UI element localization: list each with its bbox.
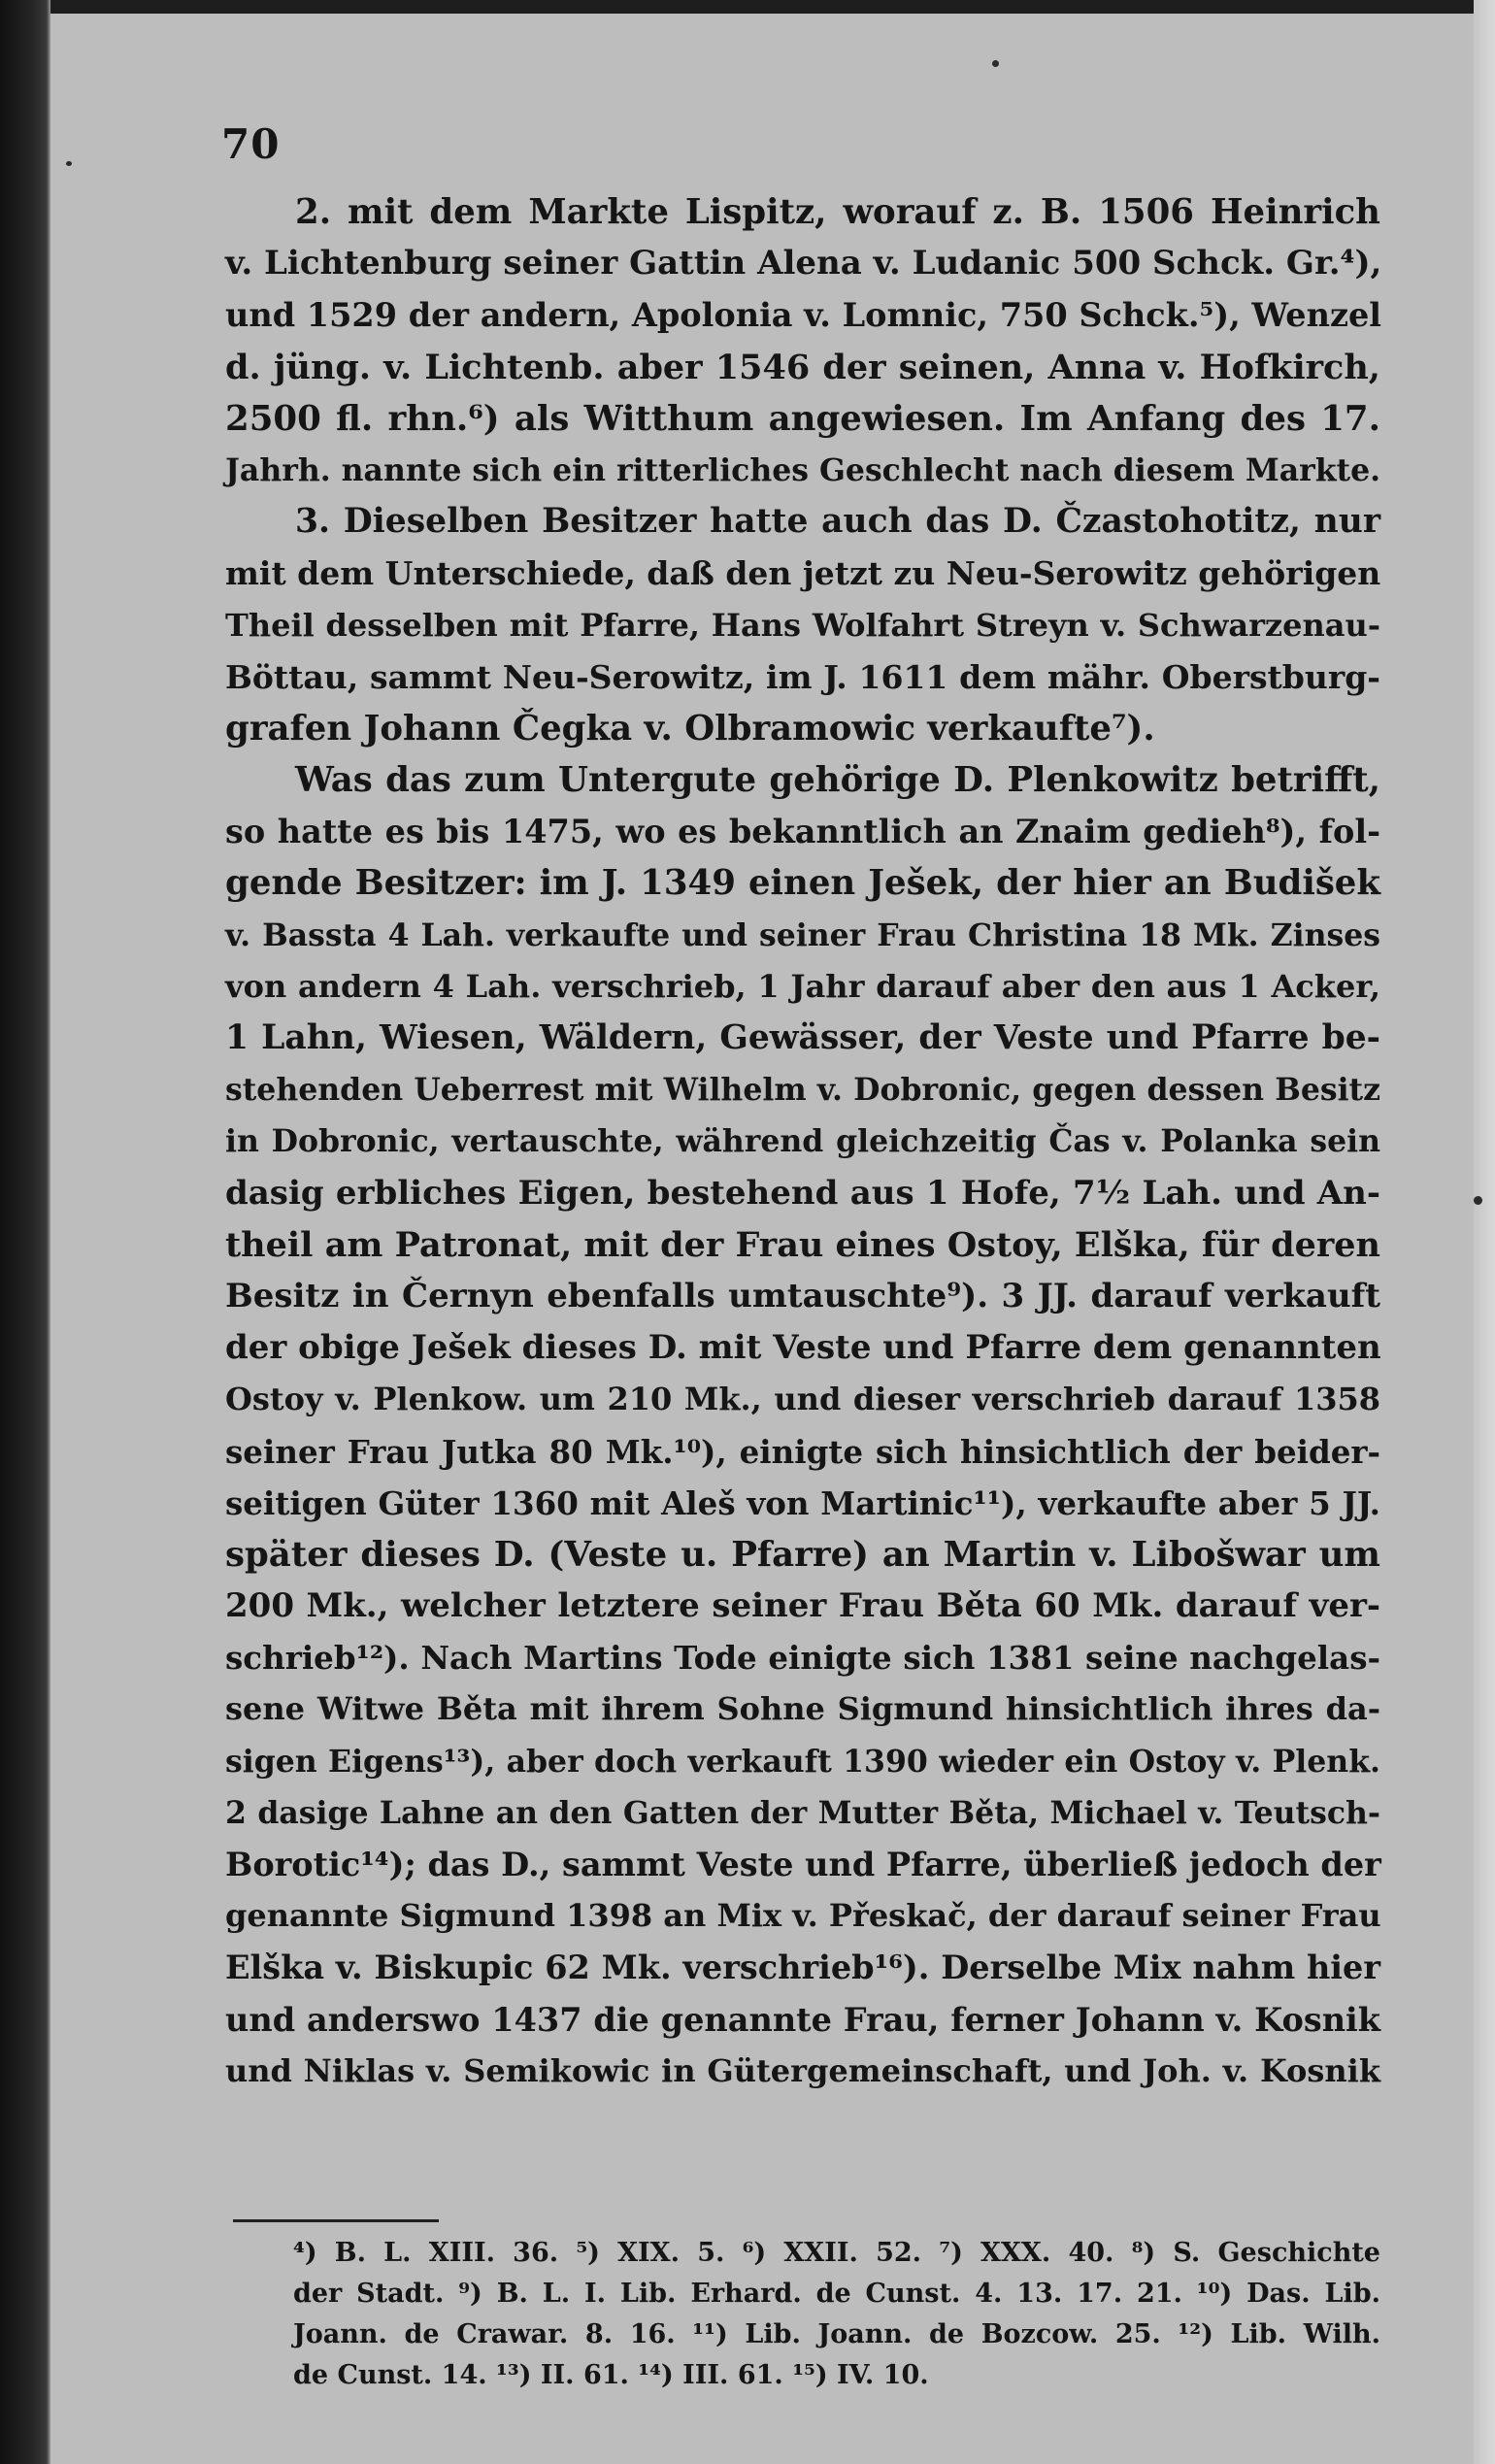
footnote-line: ⁴) B. L. XIII. 36. ⁵) XIX. 5. ⁶) XXII. 52. ⁷) XXX. 40. ⁸) S. Geschichte (293, 2238, 1380, 2268)
page-margin-right (1474, 0, 1495, 2464)
scan-speck (992, 60, 999, 67)
body-line: und anderswo 1437 die genannte Frau, ferner Johann v. Kosnik (225, 2000, 1380, 2039)
scan-border-top (0, 0, 1495, 14)
body-line: und 1529 der andern, Apolonia v. Lomnic, 750 Schck.⁵), Wenzel (225, 296, 1382, 335)
body-line: 1 Lahn, Wiesen, Wäldern, Gewässer, der Veste und Pfarre be- (225, 1018, 1380, 1057)
body-line: d. jüng. v. Lichtenb. aber 1546 der seinen, Anna v. Hofkirch, (225, 347, 1380, 387)
body-line: 2500 fl. rhn.⁶) als Witthum angewiesen. Im Anfang des 17. (225, 398, 1380, 439)
body-text (225, 186, 1380, 2097)
body-line: später dieses D. (Veste u. Pfarre) an Martin v. Libošwar um (225, 1534, 1380, 1575)
body-line: dasig erbliches Eigen, bestehend aus 1 Hofe, 7½ Lah. und An- (225, 1173, 1380, 1213)
body-line: stehenden Ueberrest mit Wilhelm v. Dobronic, gegen dessen Besitz (225, 1072, 1380, 1109)
body-line: sene Witwe Běta mit ihrem Sohne Sigmund hinsichtlich ihres da- (225, 1690, 1380, 1728)
body-line: gende Besitzer: im J. 1349 einen Ješek, der hier an Budišek (225, 863, 1380, 904)
body-line: und Niklas v. Semikowic in Gütergemeinschaft, und Joh. v. Kosnik (225, 2051, 1380, 2089)
body-line: grafen Johann Čegka v. Olbramowic verkaufte⁷). (225, 708, 1155, 749)
body-line: der obige Ješek dieses D. mit Veste und Pfarre dem genannten (225, 1328, 1381, 1368)
footnote-line: Joann. de Crawar. 8. 16. ¹¹) Lib. Joann. de Bozcow. 25. ¹²) Lib. Wilh. (293, 2319, 1380, 2349)
body-line: sigen Eigens¹³), aber doch verkauft 1390 wieder ein Ostoy v. Plenk. (225, 1743, 1380, 1780)
body-line: Böttau, sammt Neu-Serowitz, im J. 1611 dem mähr. Oberstburg- (225, 657, 1380, 696)
body-line: seitigen Güter 1360 mit Aleš von Martinic¹¹), verkaufte aber 5 JJ. (225, 1483, 1380, 1522)
body-line: Ostoy v. Plenkow. um 210 Mk., und dieser verschrieb darauf 1358 (225, 1381, 1380, 1418)
body-line: genannte Sigmund 1398 an Mix v. Přeskač, der darauf seiner Frau (225, 1897, 1381, 1935)
footnote-line: der Stadt. ⁹) B. L. I. Lib. Erhard. de Cunst. 4. 13. 17. 21. ¹⁰) Das. Lib. (293, 2279, 1380, 2309)
body-line: v. Bassta 4 Lah. verkaufte und seiner Frau Christina 18 Mk. Zinses (225, 916, 1380, 953)
body-line: Borotic¹⁴); das D., sammt Veste und Pfarre, überließ jedoch der (225, 1846, 1381, 1883)
footnotes (293, 2233, 1380, 2396)
page-number: 70 (221, 120, 281, 168)
body-line: Elška v. Biskupic 62 Mk. verschrieb¹⁶). Derselbe Mix nahm hier (225, 1948, 1380, 1987)
body-line: von andern 4 Lah. verschrieb, 1 Jahr darauf aber den aus 1 Acker, (225, 967, 1380, 1005)
body-line: so hatte es bis 1475, wo es bekanntlich an Znaim gedieh⁸), fol- (225, 813, 1380, 851)
body-line: 3. Dieselben Besitzer hatte auch das D. Čzastohotitz, nur (295, 502, 1380, 542)
body-line: Was das zum Untergute gehörige D. Plenkowitz betrifft, (295, 760, 1380, 801)
body-line: theil am Patronat, mit der Frau eines Ostoy, Elška, für deren (225, 1224, 1380, 1265)
scan-speck (1474, 1196, 1482, 1205)
body-line: v. Lichtenburg seiner Gattin Alena v. Ludanic 500 Schck. Gr.⁴), (225, 244, 1382, 283)
scan-border-left (0, 0, 50, 2464)
scan-speck (66, 161, 72, 166)
body-line: Besitz in Černyn ebenfalls umtauschte⁹). 3 JJ. darauf verkauft (225, 1276, 1380, 1315)
body-line: mit dem Unterschiede, daß den jetzt zu Neu-Serowitz gehörigen (225, 554, 1381, 593)
body-line: 2 dasige Lahne an den Gatten der Mutter Běta, Michael v. Teutsch- (225, 1794, 1380, 1831)
body-line: 2. mit dem Markte Lispitz, worauf z. B. 1506 Heinrich (295, 192, 1380, 232)
body-line: 200 Mk., welcher letztere seiner Frau Běta 60 Mk. darauf ver- (225, 1586, 1380, 1626)
body-line: Theil desselben mit Pfarre, Hans Wolfahrt Streyn v. Schwarzenau- (225, 606, 1380, 644)
body-line: in Dobronic, vertauschte, während gleichzeitig Čas v. Polanka sein (225, 1123, 1380, 1160)
body-line: seiner Frau Jutka 80 Mk.¹⁰), einigte sich hinsichtlich der beider- (225, 1432, 1380, 1471)
footnote-line: de Cunst. 14. ¹³) II. 61. ¹⁴) III. 61. ¹⁵) IV. 10. (293, 2360, 929, 2390)
body-line: Jahrh. nannte sich ein ritterliches Geschlecht nach diesem Markte. (225, 451, 1381, 488)
footnote-separator-rule (233, 2219, 439, 2222)
body-line: schrieb¹²). Nach Martins Tode einigte sich 1381 seine nachgelas- (225, 1639, 1380, 1678)
